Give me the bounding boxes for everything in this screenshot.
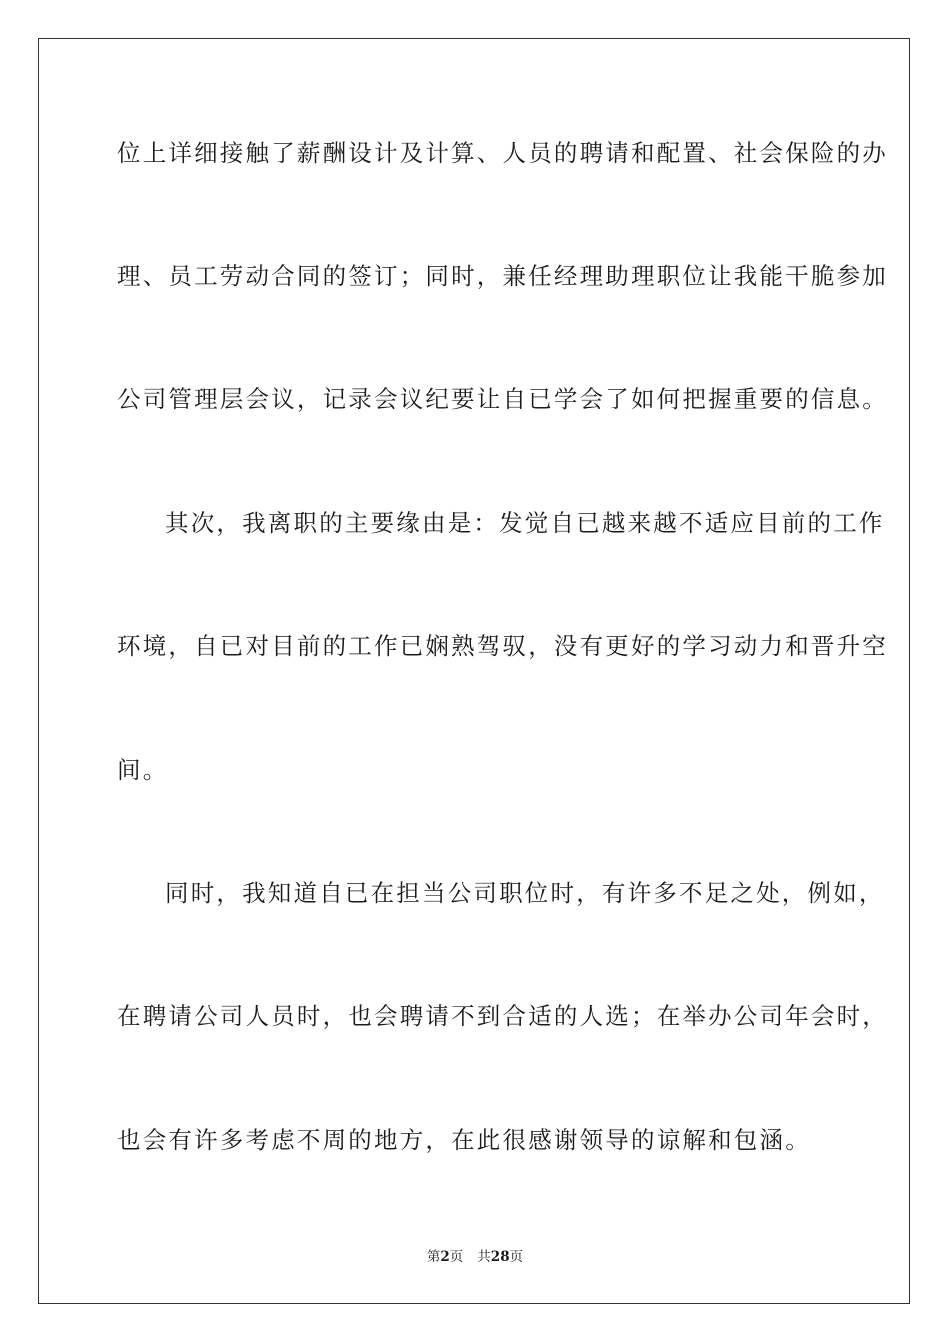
page-frame (38, 38, 910, 1304)
page-footer (0, 1248, 950, 1266)
body-line-9: 也会有许多考虑不周的地方，在此很感谢领导的谅解和包涵。 (117, 1126, 811, 1154)
total-prefix: 共 (477, 1249, 491, 1265)
body-line-1: 位上详细接触了薪酬设计及计算、人员的聘请和配置、社会保险的办 (117, 139, 888, 167)
body-line-3: 公司管理层会议，记录会议纪要让自已学会了如何把握重要的信息。 (117, 385, 888, 413)
page-suffix: 页 (449, 1249, 464, 1265)
total-pages: 28 (490, 1249, 510, 1265)
body-line-4: 其次，我离职的主要缘由是：发觉自已越来越不适应目前的工作 (165, 509, 885, 537)
body-line-8: 在聘请公司人员时，也会聘请不到合适的人选；在举办公司年会时， (117, 1002, 888, 1030)
body-line-5: 环境，自已对目前的工作已娴熟驾驭，没有更好的学习动力和晋升空 (117, 632, 888, 660)
body-line-7: 同时，我知道自已在担当公司职位时，有许多不足之处，例如， (165, 879, 885, 907)
body-line-2: 理、员工劳动合同的签订；同时，兼任经理助理职位让我能干脆参加 (117, 262, 888, 290)
page-prefix: 第 (426, 1249, 441, 1265)
body-line-6: 间。 (117, 756, 169, 784)
page-number: 2 (440, 1249, 450, 1265)
total-suffix: 页 (509, 1249, 524, 1265)
